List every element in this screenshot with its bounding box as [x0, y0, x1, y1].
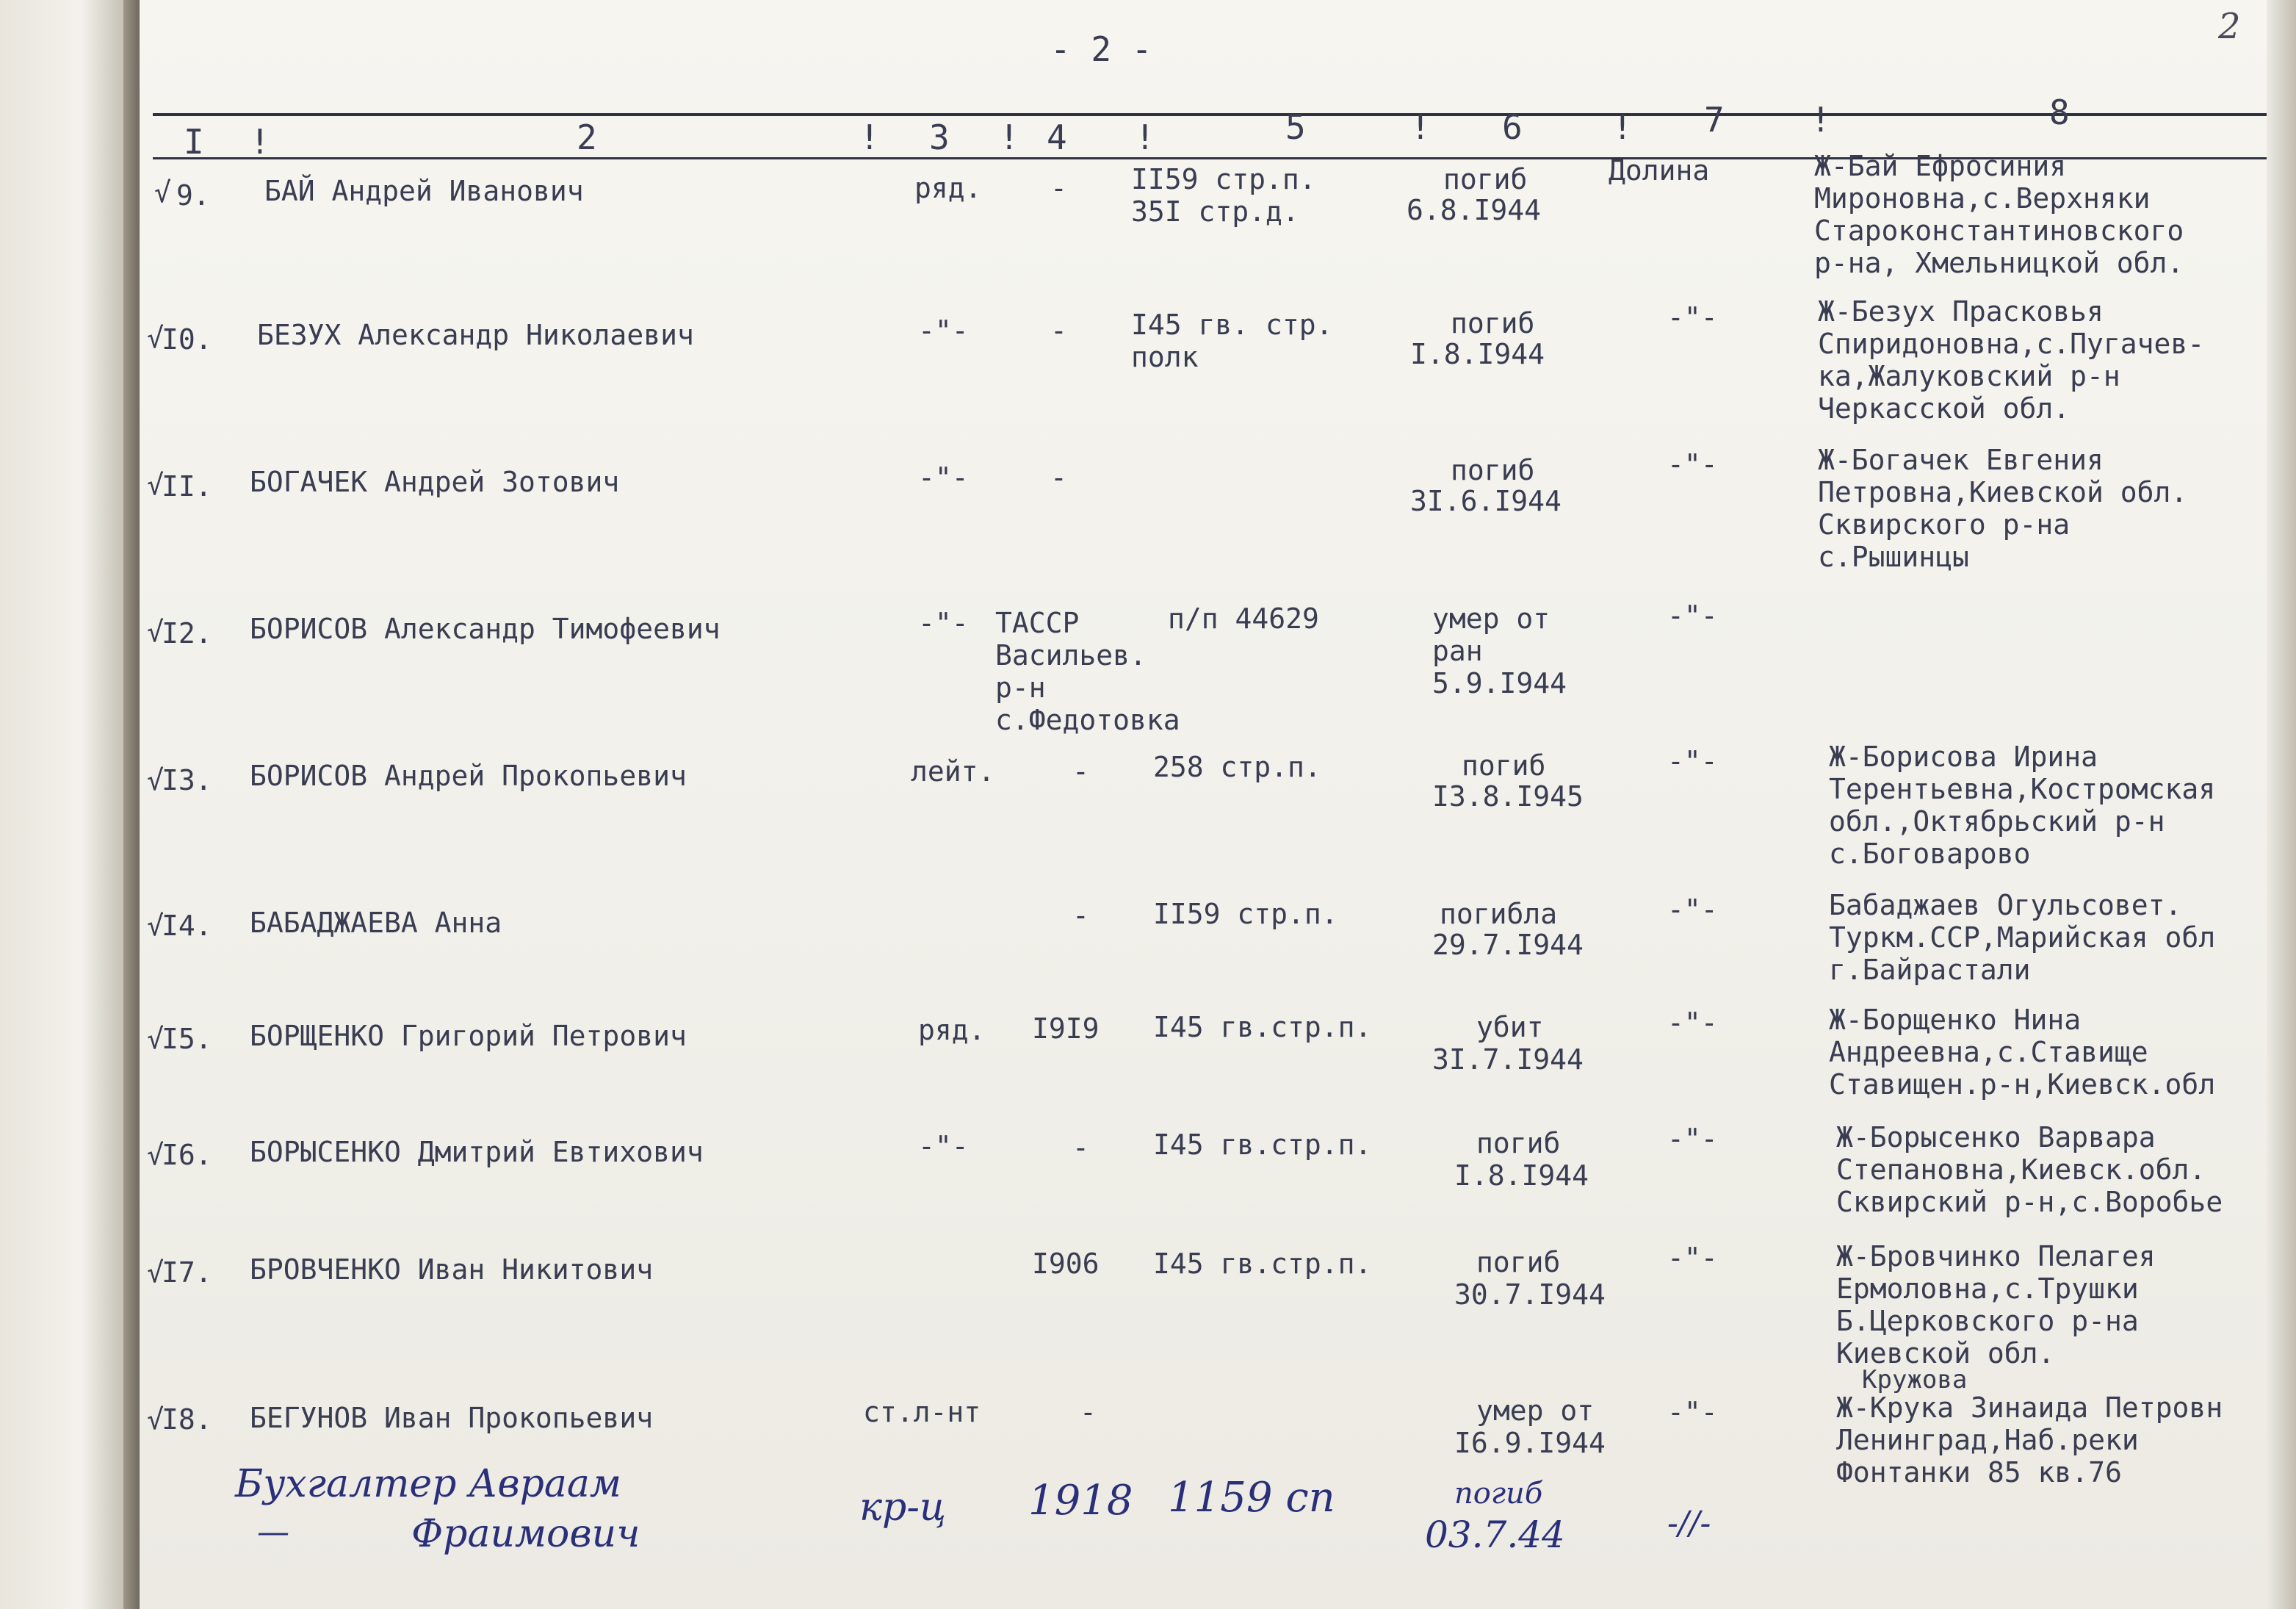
- row-born: -: [1050, 314, 1067, 347]
- row-fate-line: 5.9.I944: [1432, 667, 1567, 699]
- row-fate-line: погиб: [1451, 454, 1535, 486]
- row-check-mark: √: [154, 176, 171, 209]
- row-relatives-line: с.Боговарово: [1829, 838, 2031, 870]
- row-burial: -"-: [1667, 600, 1718, 632]
- row-number: I3.: [162, 764, 212, 796]
- row-number: I7.: [162, 1256, 212, 1289]
- row-fate-line: умер от: [1476, 1394, 1595, 1427]
- row-relatives-line: Мироновна,с.Верхняки: [1814, 182, 2151, 215]
- handwritten-fate-line1: погиб: [1454, 1477, 1543, 1511]
- row-unit-line: 35I стр.д.: [1131, 195, 1299, 228]
- header-col-7: 7: [1704, 100, 1725, 140]
- row-relatives-line: Сквирский р-н,с.Воробье: [1836, 1186, 2223, 1218]
- row-burial: -"-: [1667, 1396, 1718, 1428]
- row-relatives-line: Ж-Богачек Евгения: [1818, 444, 2104, 476]
- row-born: -: [1072, 899, 1089, 932]
- row-relatives-correction: Кружова: [1862, 1365, 1968, 1394]
- row-check-mark: √: [147, 764, 164, 796]
- row-relatives-line: Петровна,Киевской обл.: [1818, 476, 2188, 508]
- handwritten-name-line1: Бухгалтер Авраам: [235, 1462, 622, 1506]
- row-rank: ряд.: [914, 172, 982, 204]
- row-fate-line: погиб: [1462, 749, 1546, 782]
- row-rank: ст.л-нт: [863, 1396, 981, 1428]
- row-name: БОРИСОВ Александр Тимофеевич: [250, 613, 721, 645]
- row-check-mark: √: [147, 1256, 164, 1289]
- row-fate-line: погибла: [1440, 898, 1558, 930]
- row-fate-line: 3I.6.I944: [1410, 485, 1562, 517]
- row-relatives-line: Сквирского р-на: [1818, 508, 2071, 541]
- row-number: II.: [162, 470, 212, 503]
- handwritten-rank: кр-ц: [859, 1486, 947, 1530]
- row-born-line: Васильев.: [995, 639, 1147, 672]
- row-relatives-line: Ж-Крука Зинаида Петровн: [1836, 1392, 2223, 1424]
- handwritten-fate-line2: 03.7.44: [1425, 1513, 1565, 1556]
- row-number: I2.: [162, 617, 212, 649]
- row-burial: -"-: [1667, 745, 1718, 777]
- page-edge-shadow: [2267, 0, 2296, 1609]
- row-relatives-line: Ж-Безух Прасковья: [1818, 295, 2104, 328]
- row-unit-line: I45 гв.стр.п.: [1153, 1129, 1372, 1161]
- row-check-mark: √: [147, 1023, 164, 1055]
- row-fate-line: 3I.7.I944: [1432, 1043, 1584, 1076]
- row-relatives-line: Ж-Бровчинко Пелагея: [1836, 1240, 2156, 1273]
- row-burial: -"-: [1667, 448, 1718, 480]
- row-relatives-line: Степановна,Киевск.обл.: [1836, 1153, 2206, 1186]
- row-unit-line: 258 стр.п.: [1153, 751, 1321, 783]
- row-rank: -"-: [918, 461, 969, 494]
- row-relatives-line: с.Рышинцы: [1818, 541, 1969, 573]
- book-binding: [0, 0, 136, 1609]
- page-number-corner: 2: [2218, 6, 2241, 47]
- row-born: -: [1072, 755, 1089, 788]
- row-unit-line: II59 стр.п.: [1131, 163, 1316, 195]
- row-number: I6.: [162, 1139, 212, 1171]
- row-born: I9I9: [1032, 1012, 1100, 1045]
- header-col-3: 3: [929, 118, 950, 157]
- row-born: -: [1080, 1396, 1097, 1428]
- row-fate-line: 30.7.I944: [1454, 1278, 1606, 1311]
- row-fate-line: 29.7.I944: [1432, 929, 1584, 961]
- handwritten-unit: 1159 сп: [1168, 1474, 1335, 1522]
- row-relatives-line: Ж-Борысенко Варвара: [1836, 1121, 2156, 1153]
- row-rank: -"-: [918, 607, 969, 639]
- header-col-6: 6: [1502, 107, 1523, 147]
- row-fate-line: погиб: [1476, 1246, 1561, 1278]
- row-relatives-line: р-на, Хмельницкой обл.: [1814, 247, 2184, 279]
- book-gutter-shadow: [123, 0, 140, 1609]
- handwritten-dash: —: [257, 1513, 289, 1551]
- row-relatives-line: Ставищен.р-н,Киевск.обл: [1829, 1068, 2216, 1101]
- row-fate-line: ран: [1432, 635, 1483, 667]
- header-separator: !: [859, 118, 880, 157]
- row-fate-line: I.8.I944: [1410, 338, 1545, 370]
- row-name: БОРЩЕНКО Григорий Петрович: [250, 1020, 687, 1052]
- header-separator: !: [250, 122, 270, 162]
- row-burial: -"-: [1667, 1007, 1718, 1039]
- header-separator: !: [1135, 118, 1155, 157]
- row-burial: -"-: [1667, 1123, 1718, 1155]
- row-born-line: с.Федотовка: [995, 704, 1180, 736]
- row-relatives-line: обл.,Октябрьский р-н: [1829, 805, 2165, 838]
- row-check-mark: √: [147, 910, 164, 942]
- row-fate-line: погиб: [1476, 1127, 1561, 1159]
- header-col-8: 8: [2049, 93, 2070, 132]
- row-fate-line: 6.8.I944: [1407, 194, 1542, 226]
- header-separator: !: [1612, 107, 1633, 147]
- header-separator: !: [1811, 100, 1831, 140]
- row-relatives-line: Ермоловна,с.Трушки: [1836, 1273, 2139, 1305]
- row-born-line: р-н: [995, 672, 1046, 704]
- row-relatives-line: Киевской обл.: [1836, 1337, 2055, 1369]
- row-rank: -"-: [918, 314, 969, 347]
- page-number-top: - 2 -: [1050, 29, 1152, 69]
- row-fate-line: умер от: [1432, 602, 1550, 635]
- handwritten-name-line2: Фраимович: [411, 1512, 640, 1556]
- row-born-line: ТАССР: [995, 607, 1080, 639]
- row-check-mark: √: [147, 1403, 164, 1436]
- row-rank: -"-: [918, 1130, 969, 1162]
- row-check-mark: √: [147, 322, 164, 354]
- row-check-mark: √: [147, 1139, 164, 1171]
- row-born: -: [1050, 461, 1067, 494]
- row-relatives-line: Спиридоновна,с.Пугачев-: [1818, 328, 2205, 360]
- header-separator: !: [1410, 107, 1431, 147]
- row-rank: лейт.: [911, 755, 995, 788]
- row-unit-line: п/п 44629: [1168, 602, 1319, 635]
- header-separator: !: [999, 118, 1019, 157]
- row-relatives-line: Ж-Борщенко Нина: [1829, 1004, 2082, 1036]
- row-name: БЕГУНОВ Иван Прокопьевич: [250, 1402, 654, 1434]
- row-fate-line: погиб: [1451, 307, 1535, 339]
- row-relatives-line: ка,Жалуковский р-н: [1818, 360, 2120, 392]
- row-rank: ряд.: [918, 1014, 986, 1046]
- handwritten-burial: -//-: [1667, 1505, 1711, 1542]
- document-page: [140, 0, 2296, 1609]
- row-name: БЕЗУХ Александр Николаевич: [257, 319, 694, 351]
- row-relatives-line: Ленинград,Наб.реки: [1836, 1424, 2139, 1456]
- row-fate-line: убит: [1476, 1011, 1544, 1043]
- header-col-5: 5: [1285, 107, 1306, 147]
- handwritten-born: 1918: [1028, 1477, 1133, 1525]
- row-relatives-line: Староконстантиновского: [1814, 215, 2184, 247]
- row-name: БОГАЧЕК Андрей Зотович: [250, 466, 620, 498]
- row-number: 9.: [176, 179, 210, 212]
- row-unit-line: II59 стр.п.: [1153, 898, 1338, 930]
- row-check-mark: √: [147, 469, 164, 501]
- row-unit-line: I45 гв.стр.п.: [1153, 1011, 1372, 1043]
- header-top-rule: [153, 113, 2296, 116]
- row-name: БАЙ Андрей Иванович: [264, 175, 584, 207]
- row-fate-line: I.8.I944: [1454, 1159, 1589, 1192]
- row-relatives-line: Андреевна,с.Ставище: [1829, 1036, 2148, 1068]
- row-relatives-line: Фонтанки 85 кв.76: [1836, 1456, 2122, 1489]
- row-name: БРОВЧЕНКО Иван Никитович: [250, 1253, 654, 1286]
- row-burial: -"-: [1667, 1242, 1718, 1274]
- row-relatives-line: Черкасской обл.: [1818, 392, 2071, 425]
- row-name: БОРИСОВ Андрей Прокопьевич: [250, 760, 687, 792]
- row-burial: -"-: [1667, 893, 1718, 926]
- row-name: БАБАДЖАЕВА Анна: [250, 907, 502, 939]
- row-unit-line: I45 гв. стр.: [1131, 309, 1333, 341]
- row-number: I8.: [162, 1403, 212, 1436]
- row-relatives-line: Туркм.ССР,Марийская обл: [1829, 921, 2216, 954]
- row-fate-line: I6.9.I944: [1454, 1427, 1606, 1459]
- row-unit-line: полк: [1131, 341, 1199, 373]
- row-born: I906: [1032, 1248, 1100, 1280]
- header-col-1: I: [184, 122, 204, 162]
- row-relatives-line: г.Байрастали: [1829, 954, 2031, 986]
- row-name: БОРЫСЕНКО Дмитрий Евтихович: [250, 1136, 704, 1168]
- row-number: I0.: [162, 323, 212, 356]
- row-fate-line: погиб: [1443, 163, 1528, 195]
- row-check-mark: √: [147, 616, 164, 648]
- row-relatives-line: Терентьевна,Костромская: [1829, 773, 2216, 805]
- row-burial: -"-: [1667, 301, 1718, 334]
- row-relatives-line: Б.Церковского р-на: [1836, 1305, 2139, 1337]
- row-unit-line: I45 гв.стр.п.: [1153, 1248, 1372, 1280]
- row-relatives-line: Ж-Борисова Ирина: [1829, 741, 2098, 773]
- header-col-4: 4: [1047, 118, 1067, 157]
- row-number: I5.: [162, 1023, 212, 1055]
- header-col-2: 2: [577, 118, 597, 157]
- row-born: -: [1072, 1131, 1089, 1164]
- row-relatives-line: Ж-Бай Ефросиния: [1814, 150, 2067, 182]
- row-relatives-line: Бабаджаев Огульсовет.: [1829, 889, 2182, 921]
- row-born: -: [1050, 172, 1067, 204]
- row-burial: Долина: [1609, 154, 1710, 187]
- row-number: I4.: [162, 910, 212, 942]
- row-fate-line: I3.8.I945: [1432, 780, 1584, 813]
